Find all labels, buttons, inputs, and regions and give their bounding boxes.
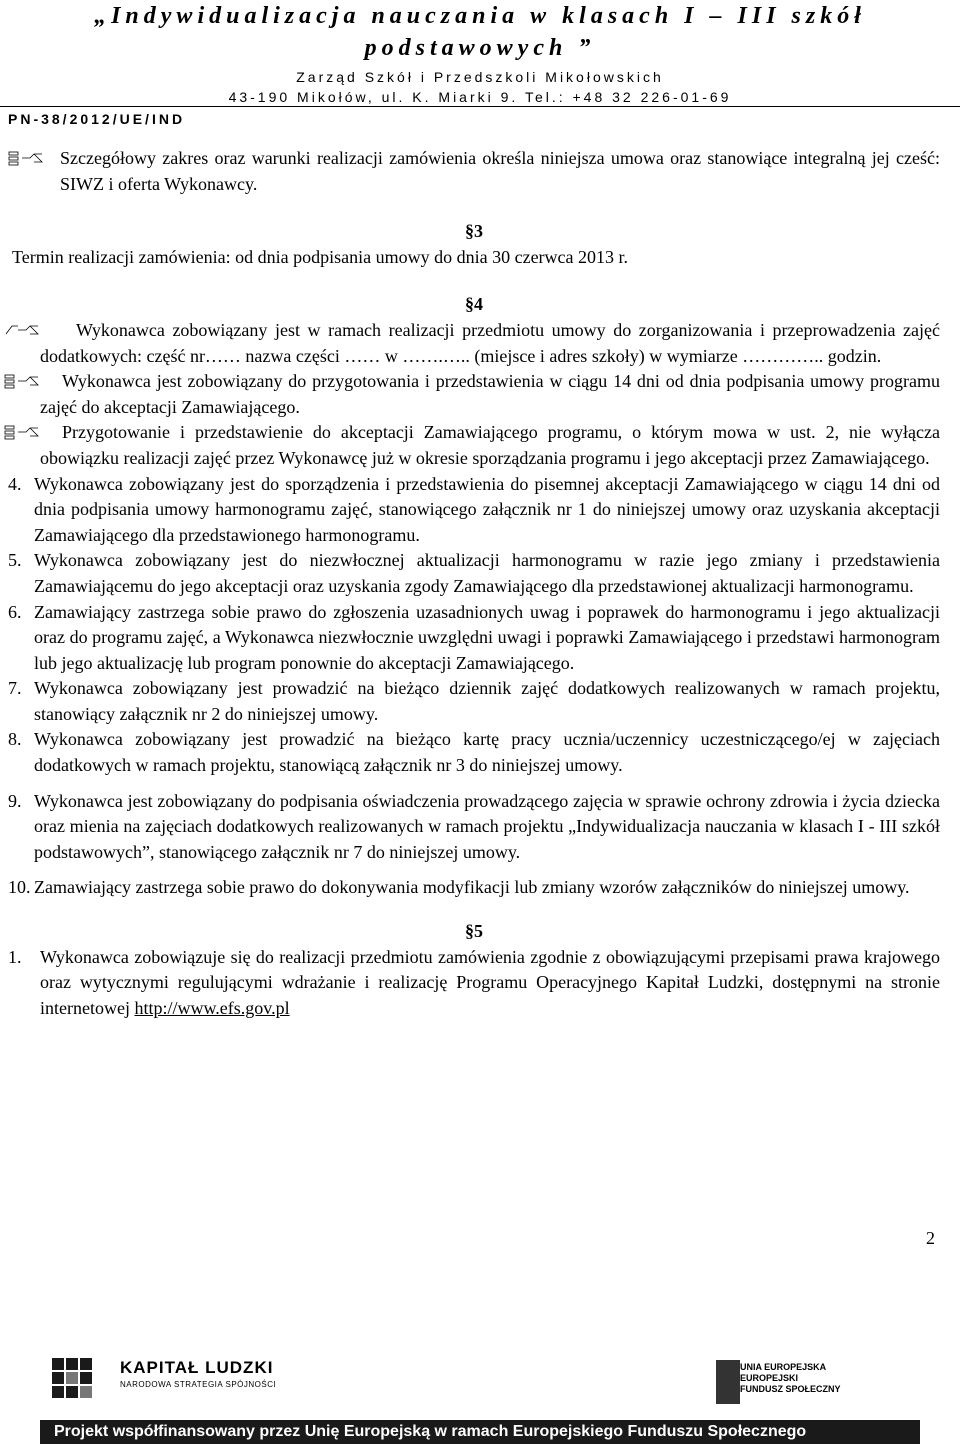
header-title <box>0 0 960 64</box>
eu-logo-text <box>740 1362 841 1395</box>
section-4-bullet-1-text: Wykonawca zobowiązany jest w ramach realizacji przedmiotu umowy do zorganizowania i przeprowadzenia zajęć dodatkowych: część nr…… nazwa części …… w …….….. (miejsce i adres szkoły) w wymiarze ………….. godzin. <box>40 319 940 366</box>
list-number: 7. <box>8 678 22 699</box>
header-title-line2: podstawowych ” <box>364 35 596 61</box>
bullet-icon <box>4 322 46 338</box>
cofinancing-banner: Projekt współfinansowany przez Unię Europejską w ramach Europejskiego Funduszu Społecznego <box>40 1420 920 1444</box>
section-3-heading: §3 <box>465 221 483 242</box>
section-4-bullet-3 <box>8 420 940 471</box>
list-item-text: Wykonawca zobowiązany jest prowadzić na bieżąco kartę pracy ucznia/uczennicy uczestniczącego/ej w zajęciach dodatkowych w ramach projektu, stanowiącą załącznik nr 3 do niniejszej umowy. <box>34 729 940 776</box>
efs-link[interactable]: http://www.efs.gov.pl <box>134 997 290 1018</box>
page-number: 2 <box>926 1228 935 1248</box>
bullet-icon <box>8 150 50 166</box>
document-code: PN-38/2012/UE/IND <box>8 111 186 127</box>
list-item-text: Wykonawca zobowiązany jest do niezwłocznej aktualizacji harmonogramu w razie jego zmiany i przedstawienia Zamawiającemu do jego akceptacji oraz uzyskania zgody Zamawiającego dla przedstawionej aktualizacji harmonogramu. <box>34 550 940 596</box>
section-3-text: Termin realizacji zamówienia: od dnia podpisania umowy do dnia 30 czerwca 2013 r. <box>12 246 629 267</box>
list-number: 4. <box>8 473 22 494</box>
section-4-item <box>8 548 940 599</box>
list-number: 5. <box>8 550 22 571</box>
header-address: 43-190 Mikołów, ul. K. Miarki 9. Tel.: +48 32 226-01-69 <box>228 89 732 105</box>
list-number: 8. <box>8 729 22 750</box>
list-number: 6. <box>8 601 22 622</box>
section-4-item <box>8 676 940 727</box>
section-4-heading: §4 <box>465 294 483 315</box>
section-4-item <box>8 789 940 866</box>
list-number: 10. <box>8 877 31 898</box>
list-number: 9. <box>8 790 22 811</box>
list-item-text: Wykonawca zobowiązany jest do sporządzenia i przedstawienia do pisemnej akceptacji Zamawiającego w ciągu 14 dni od dnia podpisania umowy harmonogramu zajęć, stanowiącego załącznik nr 1 do niniejszej umowy oraz uzyskania akceptacji Zamawiającego dla przedstawionego harmonogramu. <box>34 473 940 545</box>
section-4-item <box>8 727 940 778</box>
section-4-items <box>8 472 940 902</box>
section-4-item <box>8 875 940 901</box>
bullet-icon <box>4 424 46 440</box>
eu-logo-line1: UNIA EUROPEJSKA <box>740 1362 827 1372</box>
header-title-line1: „Indywidualizacja nauczania w klasach I – III szkół <box>94 3 866 29</box>
list-item-text: Wykonawca jest zobowiązany do podpisania oświadczenia prowadzącego zajęcia w sprawie ochrony zdrowia i życia dziecka oraz mienia na zajęciach dodatkowych realizowanych w ramach projektu „Indywidualizacja nauczania w klasach I - III szkół podstawowych”, stanowiącego załącznik nr 7 do niniejszej umowy. <box>34 790 940 862</box>
section-4-bullet-3-text: Przygotowanie i przedstawienie do akceptacji Zamawiającego programu, o którym mowa w ust. 2, nie wyłącza obowiązku realizacji zajęć przez Wykonawcę już w okresie sporządzania programu i jego akceptacji przez Zamawiającego. <box>40 422 940 468</box>
header-divider <box>0 106 960 107</box>
header-org: Zarząd Szkół i Przedszkoli Mikołowskich <box>296 69 664 85</box>
eu-logo-line2: EUROPEJSKI <box>740 1373 799 1383</box>
section-5-heading: §5 <box>465 921 483 942</box>
kapital-ludzki-subtitle: NARODOWA STRATEGIA SPÓJNOŚCI <box>120 1380 277 1389</box>
eu-logo-line3: FUNDUSZ SPOŁECZNY <box>740 1384 841 1394</box>
section-4-bullet-2 <box>8 369 940 420</box>
intro-bullet <box>8 146 940 197</box>
document-body <box>8 146 940 1021</box>
section-5-item-1 <box>8 945 940 1022</box>
section-4-item <box>8 600 940 677</box>
kapital-ludzki-title: KAPITAŁ LUDZKI <box>120 1358 274 1377</box>
list-item-text: Wykonawca zobowiązany jest prowadzić na bieżąco dziennik zajęć dodatkowych realizowanych w ramach projektu, stanowiący załącznik nr 2 do niniejszej umowy. <box>34 678 940 724</box>
bullet-icon <box>4 373 46 389</box>
list-item-text: Zamawiający zastrzega sobie prawo do zgłoszenia uzasadnionych uwag i poprawek do harmonogramu i jego aktualizacji oraz do programu zajęć, a Wykonawca niezwłocznie uwzględni uwagi i poprawki Zamawiającego i przedstawi harmonogram lub jego aktualizację lub program ponownie do akceptacji Zamawiającego. <box>34 601 940 673</box>
section-4-bullet-1 <box>8 318 940 369</box>
list-item-text: Zamawiający zastrzega sobie prawo do dokonywania modyfikacji lub zmiany wzorów załączników do niniejszej umowy. <box>34 877 910 898</box>
section-5-item-1-text: Wykonawca zobowiązuje się do realizacji przedmiotu zamówienia zgodnie z obowiązującymi przepisami prawa krajowego oraz wytycznymi regulującymi wdrażanie i realizację Programu Operacyjnego Kapitał Ludzki, dostępnymi na stronie internetowej <box>40 946 940 1018</box>
footer-logos <box>0 1332 960 1444</box>
section-4-bullet-2-text: Wykonawca jest zobowiązany do przygotowania i przedstawienia w ciągu 14 dni od dnia podpisania umowy programu zajęć do akceptacji Zamawiającego. <box>40 371 940 417</box>
section-4-item <box>8 472 940 549</box>
intro-text: Szczegółowy zakres oraz warunki realizacji zamówienia określa niniejsza umowa oraz stanowiące integralną jej cześć: SIWZ i oferta Wykonawcy. <box>60 148 940 194</box>
list-number: 1. <box>8 946 22 967</box>
